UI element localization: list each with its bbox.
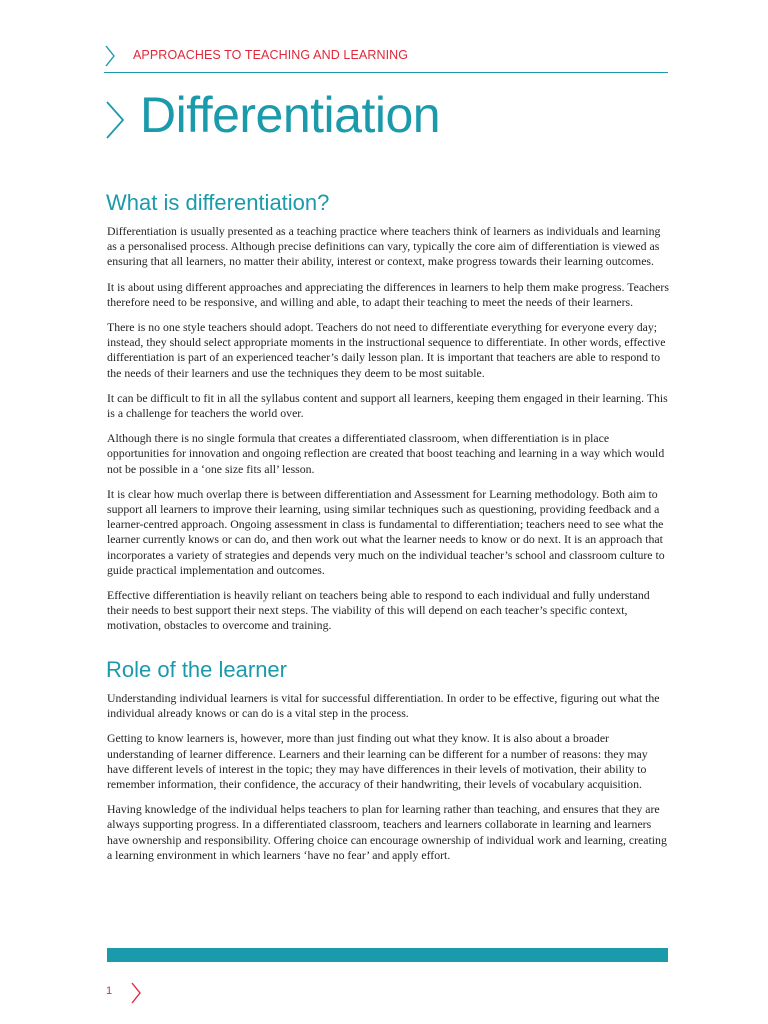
chevron-right-icon <box>104 100 126 140</box>
paragraph: Understanding individual learners is vital for successful differentiation. In order to be effective, figuring out what the individual already knows or can do is a vital step in the process. <box>107 691 660 721</box>
section-heading-role-of-the-learner: Role of the learner <box>106 657 287 682</box>
paragraph: Having knowledge of the individual helps teachers to plan for learning rather than teaching, and ensures that they are always supporting progress. In a differentiated classroom, teachers and learners collaborate in learning and learners have ownership and responsibility. Offering choice can encourage ownership of individual work and learning, creating a learning environment in which learners ‘have no fear’ and apply effort. <box>107 802 667 862</box>
page-title: Differentiation <box>140 87 441 143</box>
page-number: 1 <box>106 985 113 997</box>
paragraph: Getting to know learners is, however, more than just finding out what they know. It is also about a broader understanding of learner difference. Learners and their learning can be different for a number of reasons: they may have different levels of interest in the topic; they may have differences in their levels of motivation, their ability to remember information, their confidence, the accuracy of their handwriting, their levels of vocabulary acquisition. <box>107 731 648 792</box>
paragraph: Differentiation is usually presented as a teaching practice where teachers think of learners as individuals and learning as a personalised process. Although precise definitions can vary, typically the core aim of differentiation is viewed as ensuring that all learners, no matter their ability, interest or context, make progress towards their learning outcomes. <box>107 224 661 269</box>
paragraph: Although there is no single formula that creates a differentiated classroom, when differentiation is in place opportunities for innovation and ongoing reflection are created that boost teaching and learning in a way which would not be possible in a ‘one size fits all’ lesson. <box>107 431 665 476</box>
section-body-role-of-the-learner <box>107 691 669 873</box>
paragraph: It is clear how much overlap there is between differentiation and Assessment for Learning methodology. Both aim to support all learners to improve their learning, using similar techniques such as questioning, providing feedback and a learner-centred approach. Ongoing assessment in class is fundamental to differentiation; teachers need to see what the learner currently knows or can do, and then work out what the learner needs to know or do next. It is an approach that incorporates a variety of strategies and depends very much on the individual teacher’s school and classroom culture to guide practical implementation and outcomes. <box>107 486 665 577</box>
footer-bar <box>107 948 668 962</box>
chevron-right-icon <box>130 982 142 1004</box>
section-body-what-is-differentiation <box>107 224 669 644</box>
paragraph: There is no one style teachers should adopt. Teachers do not need to differentiate everything for everyone every day; instead, they should select appropriate moments in the instructional sequence to differentiate. In other words, effective differentiation is part of an experienced teacher’s daily lesson plan. It is important that teachers are able to respond to the needs of their learners and use the techniques they deem to be most suitable. <box>107 320 666 380</box>
running-header <box>104 44 668 73</box>
paragraph: Effective differentiation is heavily reliant on teachers being able to respond to each individual and fully understand their needs to best support their next steps. The viability of this will depend on each teacher’s specific context, motivation, obstacles to overcome and training. <box>107 588 650 633</box>
chevron-right-icon <box>104 45 116 67</box>
section-heading-what-is-differentiation: What is differentiation? <box>106 190 330 215</box>
paragraph: It is about using different approaches and appreciating the differences in learners to help them make progress. Teachers therefore need to be responsive, and willing and able, to adapt their teaching to meet the needs of their learners. <box>107 279 669 309</box>
paragraph: It can be difficult to fit in all the syllabus content and support all learners, keeping them engaged in their learning. This is a challenge for teachers the world over. <box>107 390 668 421</box>
section-label: APPROACHES TO TEACHING AND LEARNING <box>133 48 409 62</box>
